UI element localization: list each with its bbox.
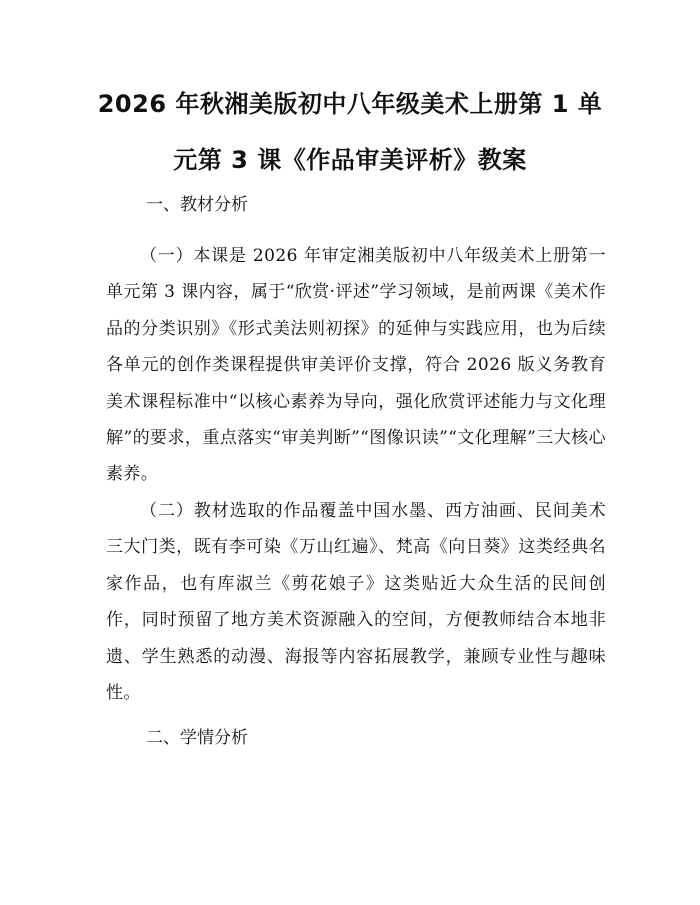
document-title: 2026 年秋湘美版初中八年级美术上册第 1 单元第 3 课《作品审美评析》教案 xyxy=(97,90,603,174)
section-heading-student-analysis: 二、学情分析 xyxy=(146,728,248,748)
paragraph-textbook-analysis-1: （一）本课是 2026 年审定湘美版初中八年级美术上册第一单元第 3 课内容，属于“欣赏·评述”学习领域，是前两课《美术作品的分类识别》《形式美法则初探》的延伸与实践应用，也为后续各单元的创作类课程提供审美评价支撑，符合 2026 版义务教育美术课程标准中“以核心素养为导向，强化欣赏评述能力与文化理解”的要求，重点落实“审美判断”“图像识读”“文化理解”三大核心素养。 xyxy=(106,246,606,485)
paragraph-textbook-analysis-2: （二）教材选取的作品覆盖中国水墨、西方油画、民间美术三大门类，既有李可染《万山红遍》、梵高《向日葵》这类经典名家作品，也有库淑兰《剪花娘子》这类贴近大众生活的民间创作，同时预留了地方美术资源融入的空间，方便教师结合本地非遗、学生熟悉的动漫、海报等内容拓展教学，兼顾专业性与趣味性。 xyxy=(106,501,606,704)
section-heading-textbook-analysis: 一、教材分析 xyxy=(146,195,248,215)
